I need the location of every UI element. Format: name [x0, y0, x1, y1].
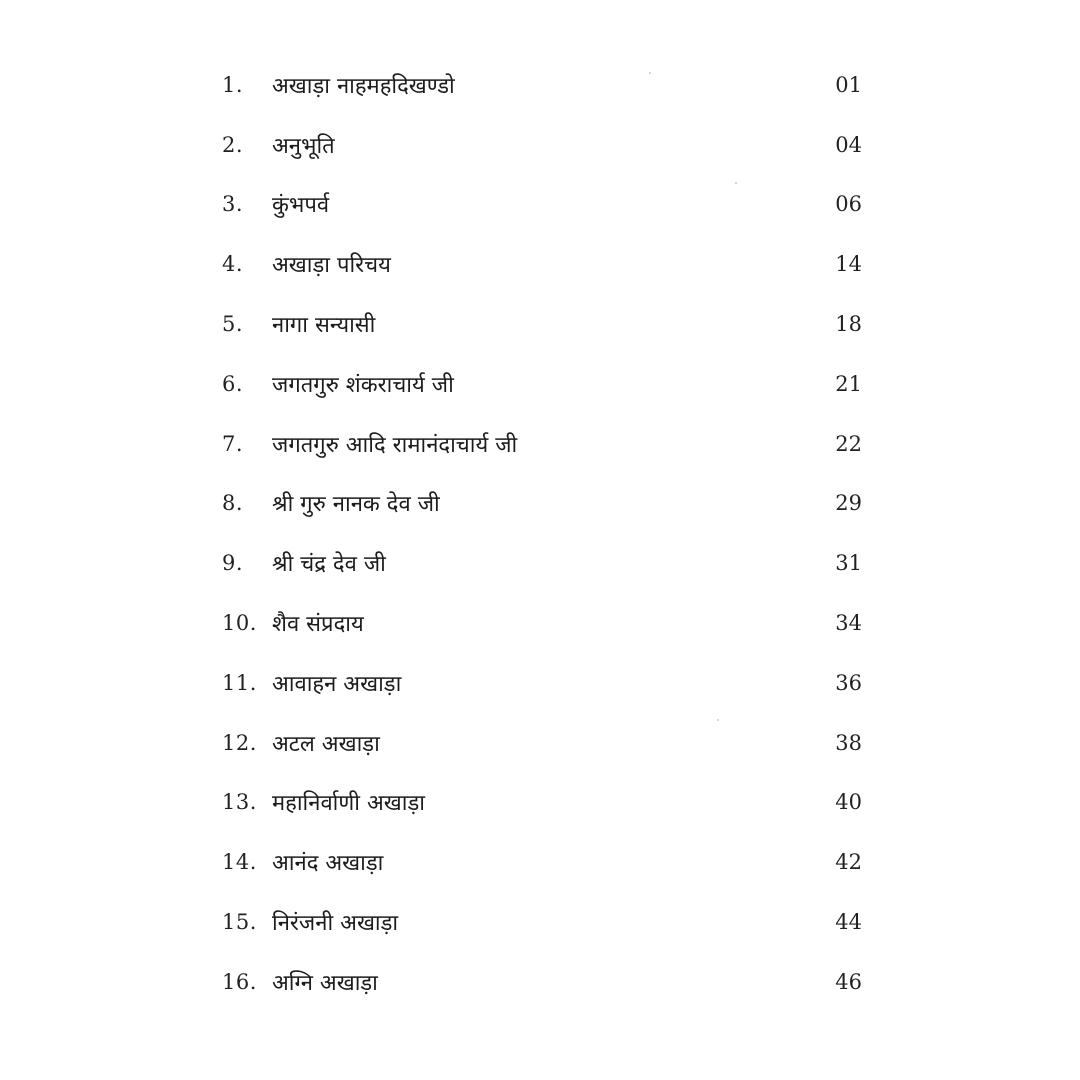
entry-title: श्री गुरु नानक देव जी	[272, 492, 440, 518]
entry-page-number: 34	[835, 611, 862, 636]
entry-number: 16.	[222, 969, 257, 994]
toc-entry	[222, 354, 862, 414]
toc-entry	[222, 713, 862, 773]
entry-page-number: 31	[835, 551, 862, 576]
toc-entry	[222, 234, 862, 294]
toc-entry	[222, 115, 862, 175]
entry-page-number: 38	[835, 730, 862, 755]
toc-entry	[222, 175, 862, 235]
entry-title: आनंद अखाड़ा	[272, 851, 384, 877]
entry-title: कुंभपर्व	[272, 193, 330, 219]
entry-page-number: 01	[835, 72, 862, 97]
entry-page-number: 18	[835, 312, 862, 337]
entry-page-number: 40	[835, 790, 862, 815]
entry-number: 1.	[222, 72, 244, 97]
entry-title: आवाहन अखाड़ा	[272, 671, 402, 697]
entry-number: 2.	[222, 132, 244, 157]
toc-entry	[222, 952, 862, 1012]
toc-entry	[222, 55, 862, 115]
entry-page-number: 46	[835, 969, 862, 994]
entry-title: निरंजनी अखाड़ा	[272, 911, 399, 937]
entry-title: जगतगुरु आदि रामानंदाचार्य जी	[272, 432, 518, 458]
entry-number: 6.	[222, 371, 244, 396]
entry-title: अनुभूति	[272, 133, 335, 159]
entry-page-number: 22	[835, 431, 862, 456]
entry-page-number: 44	[835, 910, 862, 935]
entry-page-number: 29	[835, 491, 862, 516]
entry-number: 12.	[222, 730, 257, 755]
toc-entry	[222, 593, 862, 653]
toc-entry	[222, 832, 862, 892]
entry-title: श्री चंद्र देव जी	[272, 552, 386, 578]
entry-number: 3.	[222, 192, 244, 217]
entry-number: 7.	[222, 431, 244, 456]
entry-number: 14.	[222, 850, 257, 875]
toc-entry	[222, 653, 862, 713]
entry-title: महानिर्वाणी अखाड़ा	[272, 791, 425, 817]
entry-page-number: 42	[835, 850, 862, 875]
entry-title: जगतगुरु शंकराचार्य जी	[272, 372, 454, 398]
entry-number: 10.	[222, 611, 257, 636]
entry-number: 4.	[222, 252, 244, 277]
entry-number: 11.	[222, 670, 257, 695]
entry-title: अग्नि अखाड़ा	[272, 970, 378, 996]
table-of-contents	[222, 55, 862, 1012]
entry-number: 5.	[222, 312, 244, 337]
toc-entry	[222, 414, 862, 474]
entry-page-number: 36	[835, 670, 862, 695]
toc-entry	[222, 892, 862, 952]
toc-entry	[222, 533, 862, 593]
entry-page-number: 04	[835, 132, 862, 157]
entry-title: नागा सन्यासी	[272, 313, 376, 339]
entry-number: 15.	[222, 910, 257, 935]
entry-title: शैव संप्रदाय	[272, 612, 364, 638]
entry-number: 13.	[222, 790, 257, 815]
entry-number: 8.	[222, 491, 244, 516]
entry-title: अखाड़ा नाहमहदिखण्डो	[272, 73, 455, 99]
toc-entry	[222, 474, 862, 534]
entry-number: 9.	[222, 551, 244, 576]
toc-entry	[222, 294, 862, 354]
entry-title: अखाड़ा परिचय	[272, 253, 391, 279]
entry-page-number: 21	[835, 371, 862, 396]
toc-entry	[222, 773, 862, 833]
entry-title: अटल अखाड़ा	[272, 731, 380, 757]
entry-page-number: 06	[835, 192, 862, 217]
entry-page-number: 14	[835, 252, 862, 277]
